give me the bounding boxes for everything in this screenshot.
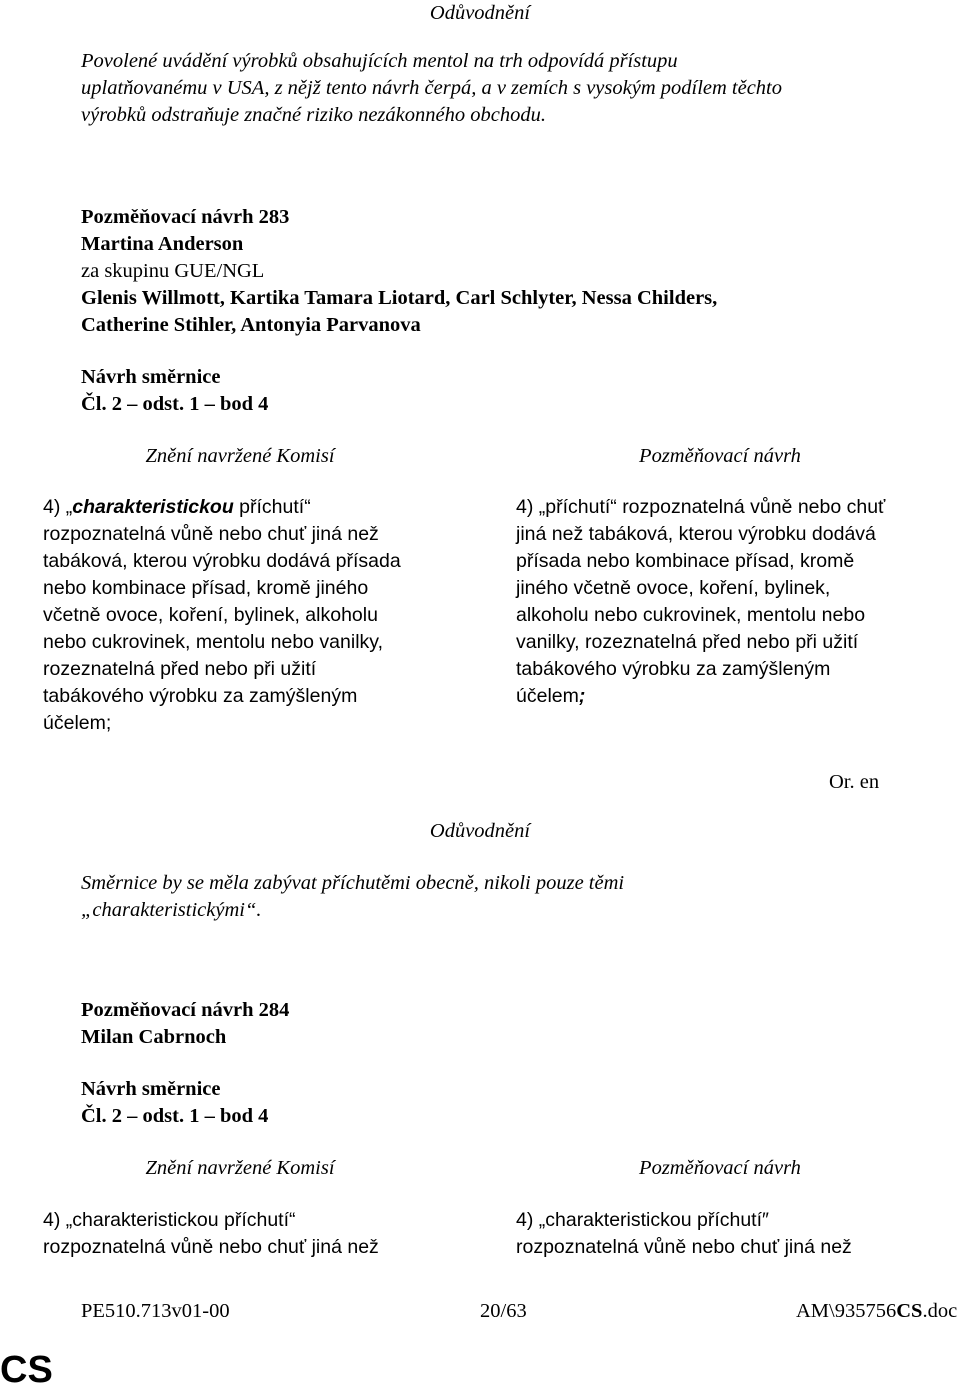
amendment-coauthors: Catherine Stihler, Antonyia Parvanova [81, 314, 421, 336]
footer-page-number: 20/63 [480, 1300, 527, 1322]
article-reference: Čl. 2 – odst. 1 – bod 4 [81, 393, 269, 415]
justification-line: výrobků odstraňuje značné riziko nezákonného obchodu. [81, 104, 546, 126]
commission-text-line: tabákového výrobku za zamýšleným [43, 685, 358, 707]
amendment-group: za skupinu GUE/NGL [81, 260, 265, 282]
commission-text-line: rozeznatelná před nebo při užití [43, 658, 317, 680]
justification-line: „charakteristickými“. [81, 899, 262, 921]
proposal-type: Návrh směrnice [81, 366, 221, 388]
justification-line: Směrnice by se měla zabývat příchutěmi obecně, nikoli pouze těmi [81, 872, 625, 894]
commission-text-line: rozpoznatelná vůně nebo chuť jiná než [43, 1236, 379, 1258]
amendment-text-line: 4) „charakteristickou příchutí″ [516, 1209, 769, 1231]
commission-text-line: účelem; [43, 712, 112, 734]
amendment-text-line: jiná než tabáková, kterou výrobku dodává [516, 523, 876, 545]
amendment-text-line: tabákového výrobku za zamýšleným [516, 658, 831, 680]
column-heading-commission: Znění navržené Komisí [145, 1157, 335, 1179]
commission-text-line: nebo kombinace přísad, kromě jiného [43, 577, 369, 599]
amendment-text-line: vanilky, rozeznatelná před nebo při užití [516, 631, 859, 653]
amendment-coauthors: Glenis Willmott, Kartika Tamara Liotard, Carl Schlyter, Nessa Childers, [81, 287, 718, 309]
commission-text-line: 4) „charakteristickou příchutí“ [43, 496, 311, 518]
proposal-type: Návrh směrnice [81, 1078, 221, 1100]
footer-doc-ref: PE510.713v01-00 [81, 1300, 230, 1322]
justification-line: uplatňovanému v USA, z nějž tento návrh čerpá, a v zemích s vysokým podílem těchto [81, 77, 783, 99]
amendment-text-line: účelem; [516, 685, 586, 707]
amendment-text-line: přísada nebo kombinace přísad, kromě [516, 550, 855, 572]
amendment-text-line: 4) „příchutí“ rozpoznatelná vůně nebo chuť [516, 496, 886, 518]
amendment-text-line: rozpoznatelná vůně nebo chuť jiná než [516, 1236, 852, 1258]
commission-text-line: tabáková, kterou výrobku dodává přísada [43, 550, 401, 572]
commission-text-line: nebo cukrovinek, mentolu nebo vanilky, [43, 631, 384, 653]
column-heading-amendment: Pozměňovací návrh [639, 445, 801, 467]
commission-text-line: včetně ovoce, koření, bylinek, alkoholu [43, 604, 378, 626]
amendment-author: Milan Cabrnoch [81, 1026, 227, 1048]
justification-line: Povolené uvádění výrobků obsahujících mentol na trh odpovídá přístupu [81, 50, 678, 72]
amendment-text-line: alkoholu nebo cukrovinek, mentolu nebo [516, 604, 866, 626]
language-code-marker: CS [0, 1349, 53, 1391]
amendment-text-line: jiného včetně ovoce, koření, bylinek, [516, 577, 831, 599]
original-language: Or. en [829, 771, 880, 793]
commission-text-line: rozpoznatelná vůně nebo chuť jiná než [43, 523, 379, 545]
amendment-title: Pozměňovací návrh 283 [81, 206, 290, 228]
footer-file-name: AM\935756CS.doc [796, 1300, 958, 1322]
justification-heading: Odůvodnění [429, 2, 531, 24]
justification-heading: Odůvodnění [429, 820, 531, 842]
article-reference: Čl. 2 – odst. 1 – bod 4 [81, 1105, 269, 1127]
amendment-author: Martina Anderson [81, 233, 244, 255]
column-heading-commission: Znění navržené Komisí [145, 445, 335, 467]
amendment-title: Pozměňovací návrh 284 [81, 999, 290, 1021]
commission-text-line: 4) „charakteristickou příchutí“ [43, 1209, 296, 1231]
column-heading-amendment: Pozměňovací návrh [639, 1157, 801, 1179]
